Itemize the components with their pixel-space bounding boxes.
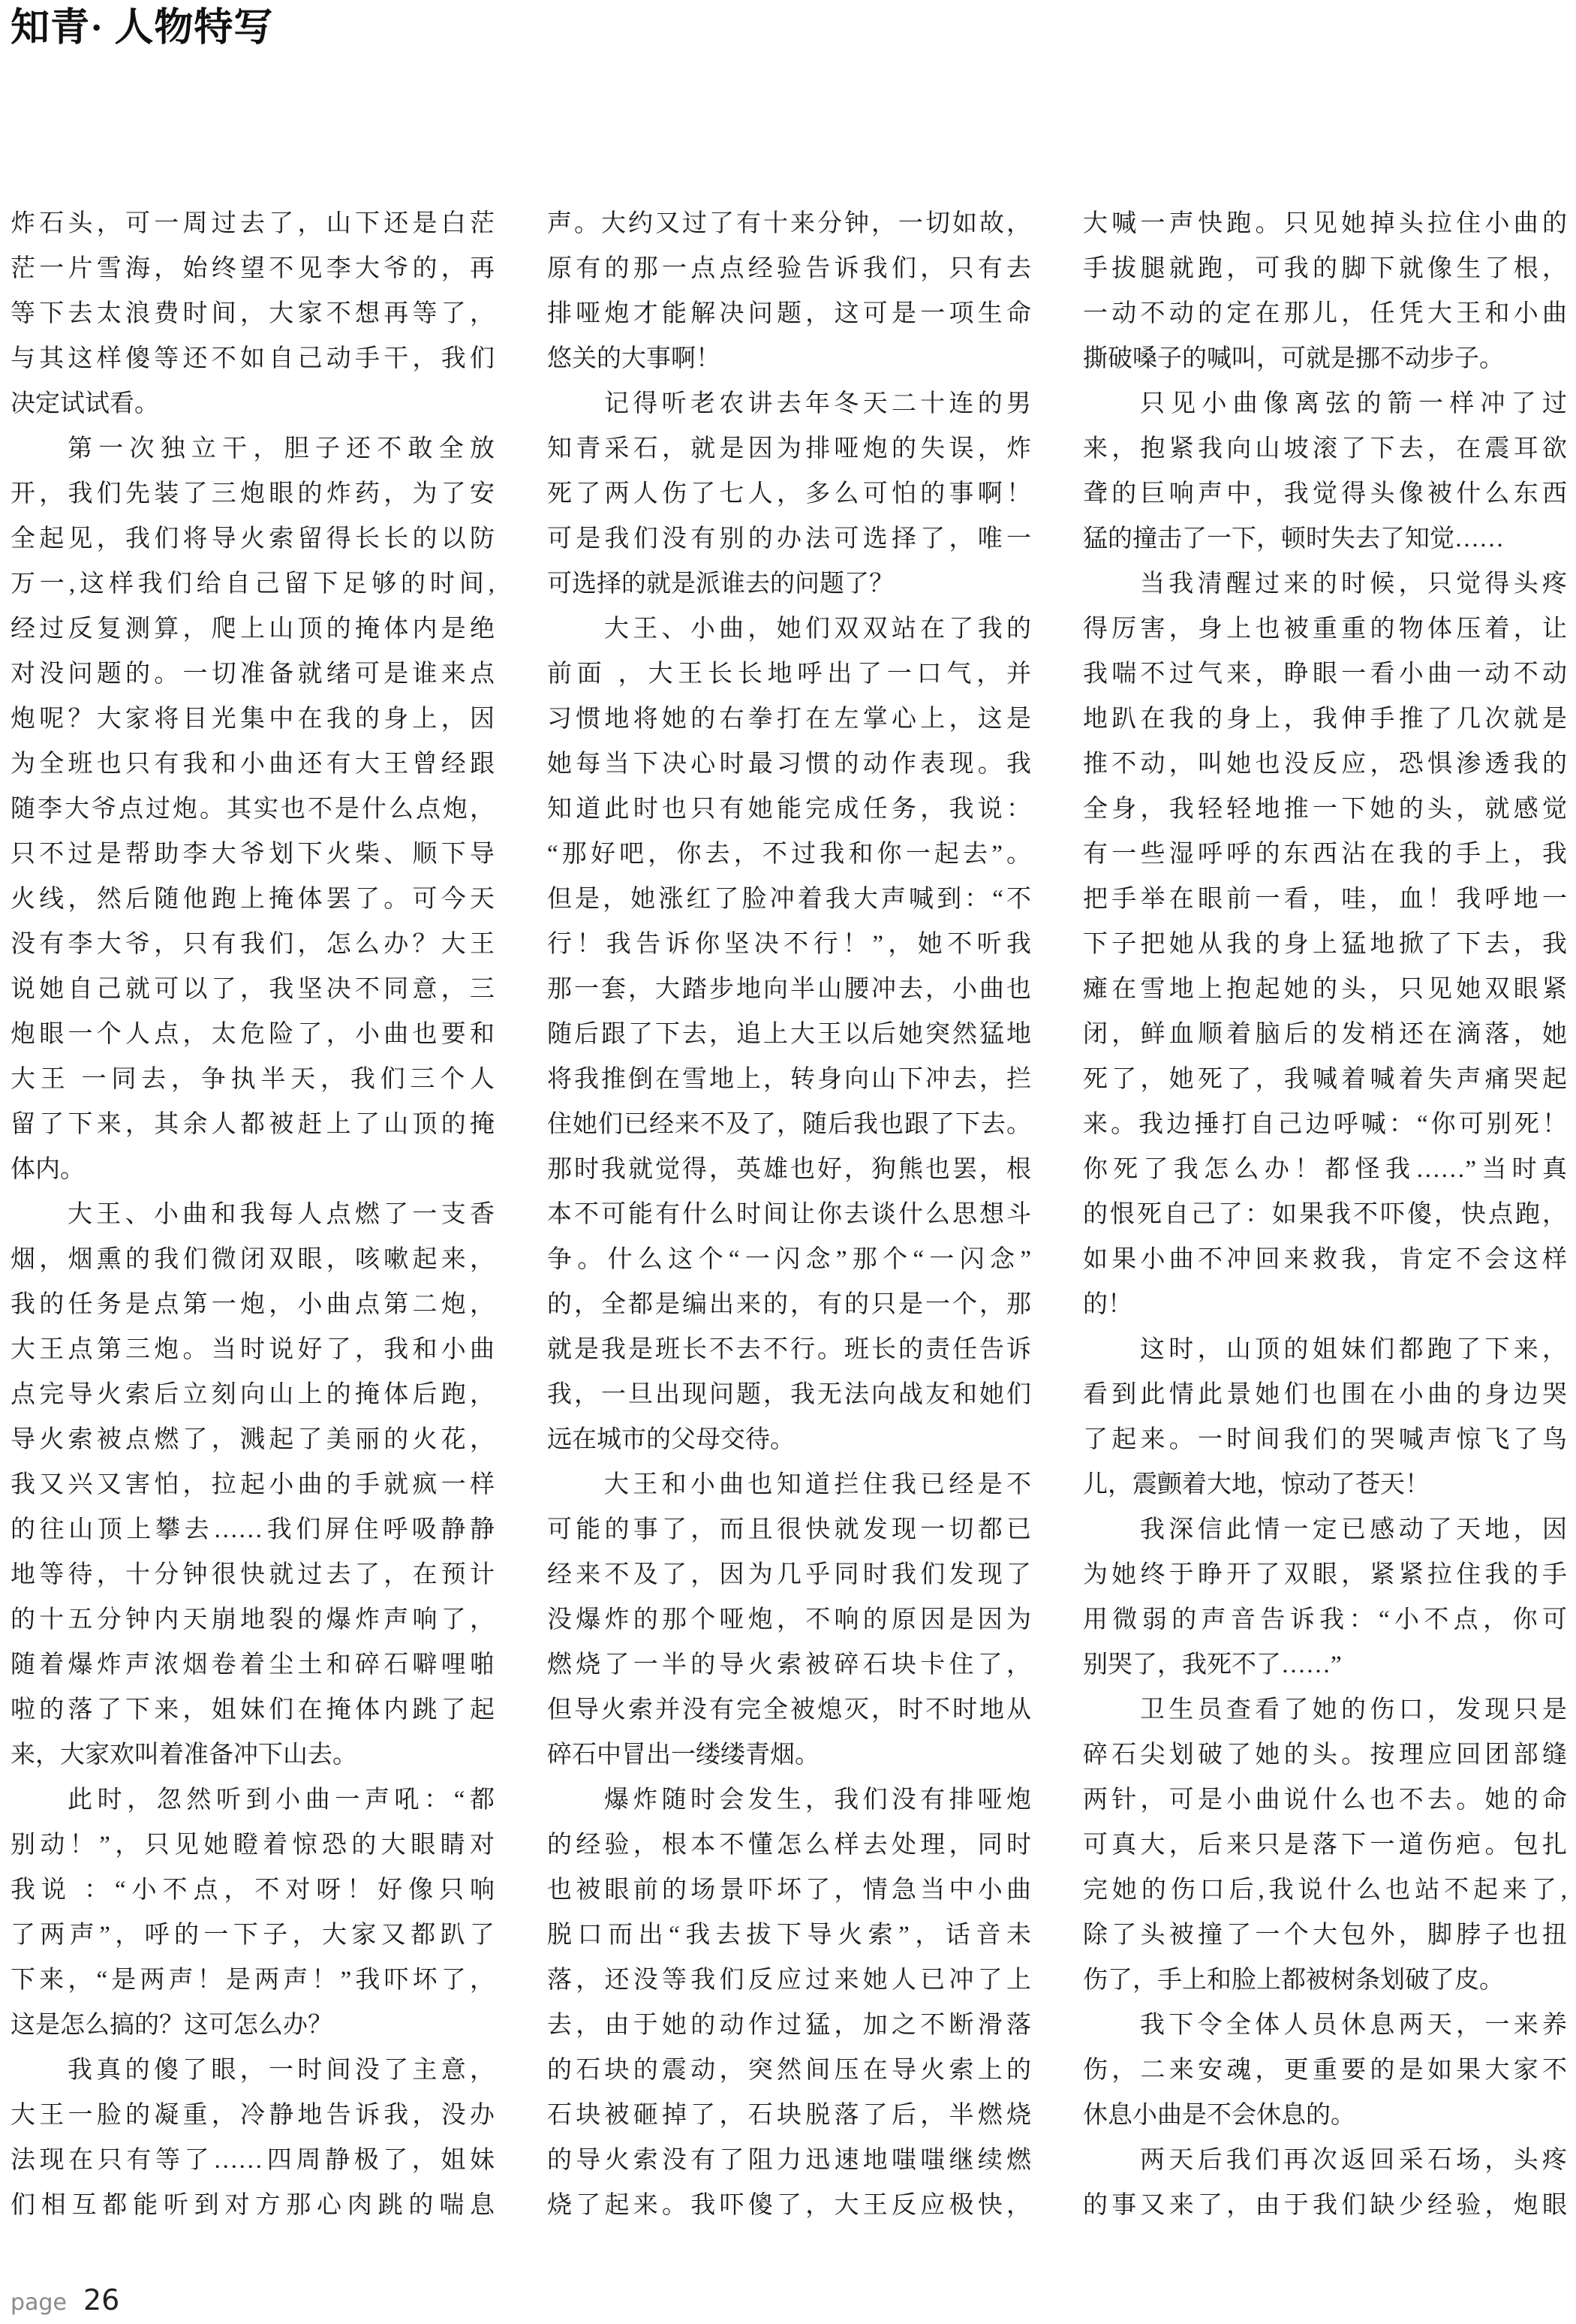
text-line: 就是我是班长不去不行。班长的责任告诉 [547,1336,1031,1363]
text-line: 火线，然后随他跑上掩体罢了。可今天 [11,886,495,913]
text-line: 碎石尖划破了她的头。按理应回团部缝 [1083,1741,1567,1769]
text-line: 的石块的震动，突然间压在导火索上的 [547,2057,1031,2084]
text-line: 两天后我们再次返回采石场，头疼 [1140,2147,1567,2174]
text-line: 点完导火索后立刻向山上的掩体后跑， [11,1381,495,1408]
text-line: 随后跟了下去，追上大王以后她突然猛地 [547,1021,1031,1048]
text-line: 爆炸随时会发生，我们没有排哑炮 [604,1787,1031,1814]
text-line: 石块被砸掉了，石块脱落了后，半燃烧 [547,2102,1031,2129]
text-line: 的十五分钟内天崩地裂的爆炸声响了， [11,1606,495,1633]
text-line: 烧了起来。我吓傻了，大王反应极快， [547,2192,1031,2219]
text-line: 这时，山顶的姐妹们都跑了下来， [1140,1336,1567,1363]
text-line: 两针，可是小曲说什么也不去。她的命 [1083,1787,1567,1814]
text-line: 争。什么这个“一闪念”那个“一闪念” [547,1246,1031,1273]
text-line: 儿，震颤着大地，惊动了苍天！ [1083,1471,1430,1498]
text-line: 那时我就觉得，英雄也好，狗熊也罢，根 [547,1156,1031,1183]
text-line: 行！我告诉你坚决不行！”，她不听我 [547,931,1031,958]
text-line: 我又兴又害怕，拉起小曲的手就疯一样 [11,1471,495,1498]
text-line: 将我推倒在雪地上，转身向山下冲去，拦 [547,1066,1031,1093]
text-line: 燃烧了一半的导火索被碎石块卡住了， [547,1651,1031,1678]
text-line: 的导火索没有了阻力迅速地嗤嗤继续燃 [547,2147,1031,2174]
text-line: 如果小曲不冲回来救我，肯定不会这样 [1083,1246,1567,1273]
text-line: 用微弱的声音告诉我：“小不点，你可 [1083,1606,1567,1633]
text-line: 落，还没等我们反应过来她人已冲了上 [547,1967,1031,1994]
text-line: 只见小曲像离弦的箭一样冲了过 [1140,390,1567,417]
text-line: 下来，“是两声！是两声！”我吓坏了， [11,1967,495,1994]
text-line: 法现在只有等了……四周静极了，姐妹 [11,2147,495,2174]
paragraph [1083,381,1567,561]
text-line: 大王 一同去，争执半天，我们三个人 [11,1066,495,1093]
text-line: 来，抱紧我向山坡滚了下去，在震耳欲 [1083,435,1567,462]
text-line: 看到此情此景她们也围在小曲的身边哭 [1083,1381,1567,1408]
page-footer [11,2280,119,2319]
paragraph [11,2048,495,2228]
paragraph [547,1778,1031,2228]
text-line: 大王点第三炮。当时说好了，我和小曲 [11,1336,495,1363]
text-line: 没有李大爷，只有我们，怎么办？大王 [11,931,495,958]
text-line: 那一套，大踏步地向半山腰冲去，小曲也 [547,976,1031,1003]
text-line: 第一次独立干，胆子还不敢全放 [68,435,495,462]
text-line: 撕破嗓子的喊叫，可就是挪不动步子。 [1083,345,1504,372]
text-line: 别动！”，只见她瞪着惊恐的大眼睛对 [11,1832,495,1859]
text-line: 了起来。一时间我们的哭喊声惊飞了鸟 [1083,1426,1567,1453]
text-line: 原有的那一点点经验告诉我们，只有去 [547,255,1031,282]
paragraph [1083,1327,1567,1507]
text-line: 本不可能有什么时间让你去谈什么思想斗 [547,1201,1031,1228]
text-line: 炸石头，可一周过去了，山下还是白茫 [11,210,495,237]
text-line: 去，由于她的动作过猛，加之不断滑落 [547,2012,1031,2039]
text-line: 聋的巨响声中，我觉得头像被什么东西 [1083,480,1567,507]
paragraph [547,381,1031,607]
text-line: 可是我们没有别的办法可选择了，唯一 [547,525,1031,552]
paragraph [1083,2138,1567,2228]
paragraph [1083,561,1567,1327]
text-line: 一动不动的定在那儿，任凭大王和小曲 [1083,300,1567,327]
text-line: 闭，鲜血顺着脑后的发梢还在滴落，她 [1083,1021,1567,1048]
paragraph [11,1192,495,1778]
text-line: 远在城市的父母交待。 [547,1426,795,1453]
text-line: 烟，烟熏的我们微闭双眼，咳嗽起来， [11,1246,495,1273]
text-line: 别哭了，我死不了……” [1083,1651,1342,1678]
text-line: 的事又来了，由于我们缺少经验，炮眼 [1083,2192,1567,2219]
text-line: 伤了，手上和脸上都被树条划破了皮。 [1083,1967,1504,1994]
text-line: 知道此时也只有她能完成任务，我说： [547,796,1031,823]
text-line: 全起见，我们将导火索留得长长的以防 [11,525,495,552]
text-line: 大王和小曲也知道拦住我已经是不 [604,1471,1031,1498]
text-line: 来，大家欢叫着准备冲下山去。 [11,1741,357,1769]
paragraph [1083,2003,1567,2138]
text-line: 地趴在我的身上，我伸手推了几次就是 [1083,706,1567,733]
text-column-2 [547,201,1031,2228]
text-line: 了两声”，呼的一下子，大家又都趴了 [11,1922,495,1949]
text-line: 猛的撞击了一下，顿时失去了知觉…… [1083,525,1504,552]
text-line: 住她们已经来不及了，随后我也跟了下去。 [547,1111,1031,1138]
text-line: 我真的傻了眼，一时间没了主意， [68,2057,495,2084]
text-line: 休息小曲是不会休息的。 [1083,2102,1355,2129]
text-line: 炮眼一个人点，太危险了，小曲也要和 [11,1021,495,1048]
text-line: 可能的事了，而且很快就发现一切都已 [547,1516,1031,1543]
text-line: 随着爆炸声浓烟卷着尘土和碎石噼哩啪 [11,1651,495,1678]
text-line: 大喊一声快跑。只见她掉头拉住小曲的 [1083,210,1567,237]
text-line: 体内。 [11,1156,85,1183]
text-line: 的，全都是编出来的，有的只是一个，那 [547,1291,1031,1318]
paragraph [1083,1507,1567,1687]
text-line: 排哑炮才能解决问题，这可是一项生命 [547,300,1031,327]
text-line: 此时，忽然听到小曲一声吼：“都 [68,1787,495,1814]
text-line: 们相互都能听到对方那心肉跳的喘息 [11,2192,495,2219]
text-line: 地等待，十分钟很快就过去了，在预计 [11,1561,495,1588]
text-line: 知青采石，就是因为排哑炮的失误，炸 [547,435,1031,462]
text-column-3 [1083,201,1567,2228]
text-line: 全身，我轻轻地推一下她的头，就感觉 [1083,796,1567,823]
text-line: 瘫在雪地上抱起她的头，只见她双眼紧 [1083,976,1567,1003]
text-line: 我深信此情一定已感动了天地，因 [1140,1516,1567,1543]
text-line: 万一,这样我们给自己留下足够的时间, [11,570,495,598]
page-number: 26 [83,2283,120,2316]
text-line: 炮呢？大家将目光集中在我的身上，因 [11,706,495,733]
text-line: 悠关的大事啊！ [547,345,720,372]
text-line: 当我清醒过来的时候，只觉得头疼 [1140,570,1567,598]
paragraph [547,607,1031,1462]
text-line: 我的任务是点第一炮，小曲点第二炮， [11,1291,495,1318]
text-line: 手拔腿就跑，可我的脚下就像生了根， [1083,255,1567,282]
text-line: 可选择的就是派谁去的问题了？ [547,570,894,598]
text-line: 大王、小曲，她们双双站在了我的 [604,616,1031,643]
paragraph [11,201,495,426]
paragraph [1083,201,1567,381]
text-line: 把手举在眼前一看，哇，血！我呼地一 [1083,886,1567,913]
text-line: 的！ [1083,1291,1132,1318]
text-line: 的经验，根本不懂怎么样去处理，同时 [547,1832,1031,1859]
text-line: 对没问题的。一切准备就绪可是谁来点 [11,661,495,688]
text-line: 除了头被撞了一个大包外，脚脖子也扭 [1083,1922,1567,1949]
text-line: 的恨死自己了：如果我不吓傻，快点跑， [1083,1201,1567,1228]
text-line: 但导火索并没有完全被熄灭，时不时地从 [547,1696,1031,1723]
text-line: 她每当下决心时最习惯的动作表现。我 [547,751,1031,778]
text-line: 我下令全体人员休息两天，一来养 [1140,2012,1567,2039]
paragraph [11,426,495,1192]
text-line: 大王一脸的凝重，冷静地告诉我，没办 [11,2102,495,2129]
text-line: 这是怎么搞的？这可怎么办？ [11,2012,332,2039]
paragraph [547,1462,1031,1778]
text-line: 完她的伤口后,我说什么也站不起来了, [1083,1877,1567,1904]
text-line: 决定试试看。 [11,390,159,417]
text-line: 我喘不过气来，睁眼一看小曲一动不动 [1083,661,1567,688]
text-line: 脱口而出“我去拔下导火索”，话音未 [547,1922,1031,1949]
text-line: 等下去太浪费时间，大家不想再等了， [11,300,495,327]
text-line: 啦的落了下来，姐妹们在掩体内跳了起 [11,1696,495,1723]
text-line: 为她终于睁开了双眼，紧紧拉住我的手 [1083,1561,1567,1588]
text-line: 大王、小曲和我每人点燃了一支香 [68,1201,495,1228]
text-line: 没爆炸的那个哑炮，不响的原因是因为 [547,1606,1031,1633]
text-line: 为全班也只有我和小曲还有大王曾经跟 [11,751,495,778]
text-line: 你死了我怎么办！都怪我……”当时真 [1083,1156,1567,1183]
text-line: 声。大约又过了有十来分钟，一切如故， [547,210,1031,237]
text-line: 但是，她涨红了脸冲着我大声喊到：“不 [547,886,1031,913]
text-line: 死了两人伤了七人，多么可怕的事啊！ [547,480,1031,507]
text-line: 记得听老农讲去年冬天二十连的男 [604,390,1031,417]
text-line: 与其这样傻等还不如自己动手干，我们 [11,345,495,372]
text-line: 茫一片雪海，始终望不见李大爷的，再 [11,255,495,282]
text-line: 可真大，后来只是落下一道伤疤。包扎 [1083,1832,1567,1859]
text-line: 开，我们先装了三炮眼的炸药，为了安 [11,480,495,507]
text-line: 前面 ，大王长长地呼出了一口气，并 [547,661,1031,688]
text-line: 说她自己就可以了，我坚决不同意，三 [11,976,495,1003]
page-label: page [11,2289,67,2316]
text-line: 死了，她死了，我喊着喊着失声痛哭起 [1083,1066,1567,1093]
text-line: “那好吧，你去，不过我和你一起去”。 [547,841,1031,868]
text-line: 的往山顶上攀去……我们屏住呼吸静静 [11,1516,495,1543]
paragraph [11,1778,495,2048]
text-line: 经过反复测算，爬上山顶的掩体内是绝 [11,616,495,643]
paragraph [1083,1687,1567,2003]
text-line: 经来不及了，因为几乎同时我们发现了 [547,1561,1031,1588]
text-line: 碎石中冒出一缕缕青烟。 [547,1741,820,1769]
text-line: 下子把她从我的身上猛地掀了下去，我 [1083,931,1567,958]
text-line: 习惯地将她的右拳打在左掌心上，这是 [547,706,1031,733]
text-line: 留了下来，其余人都被赶上了山顶的掩 [11,1111,495,1138]
text-line: 推不动，叫她也没反应，恐惧渗透我的 [1083,751,1567,778]
text-line: 我说 ：“小不点，不对呀！好像只响 [11,1877,495,1904]
section-header: 知青· 人物特写 [11,7,274,50]
text-line: 有一些湿呼呼的东西沾在我的手上，我 [1083,841,1567,868]
text-line: 卫生员查看了她的伤口，发现只是 [1140,1696,1567,1723]
text-line: 导火索被点燃了，溅起了美丽的火花， [11,1426,495,1453]
paragraph [547,201,1031,381]
text-line: 只不过是帮助李大爷划下火柴、顺下导 [11,841,495,868]
text-line: 随李大爷点过炮。其实也不是什么点炮， [11,796,495,823]
text-line: 也被眼前的场景吓坏了，情急当中小曲 [547,1877,1031,1904]
text-line: 得厉害，身上也被重重的物体压着，让 [1083,616,1567,643]
text-line: 伤，二来安魂，更重要的是如果大家不 [1083,2057,1567,2084]
text-line: 我，一旦出现问题，我无法向战友和她们 [547,1381,1031,1408]
text-line: 来。我边捶打自己边呼喊：“你可别死！ [1083,1111,1567,1138]
text-column-1 [11,201,495,2228]
